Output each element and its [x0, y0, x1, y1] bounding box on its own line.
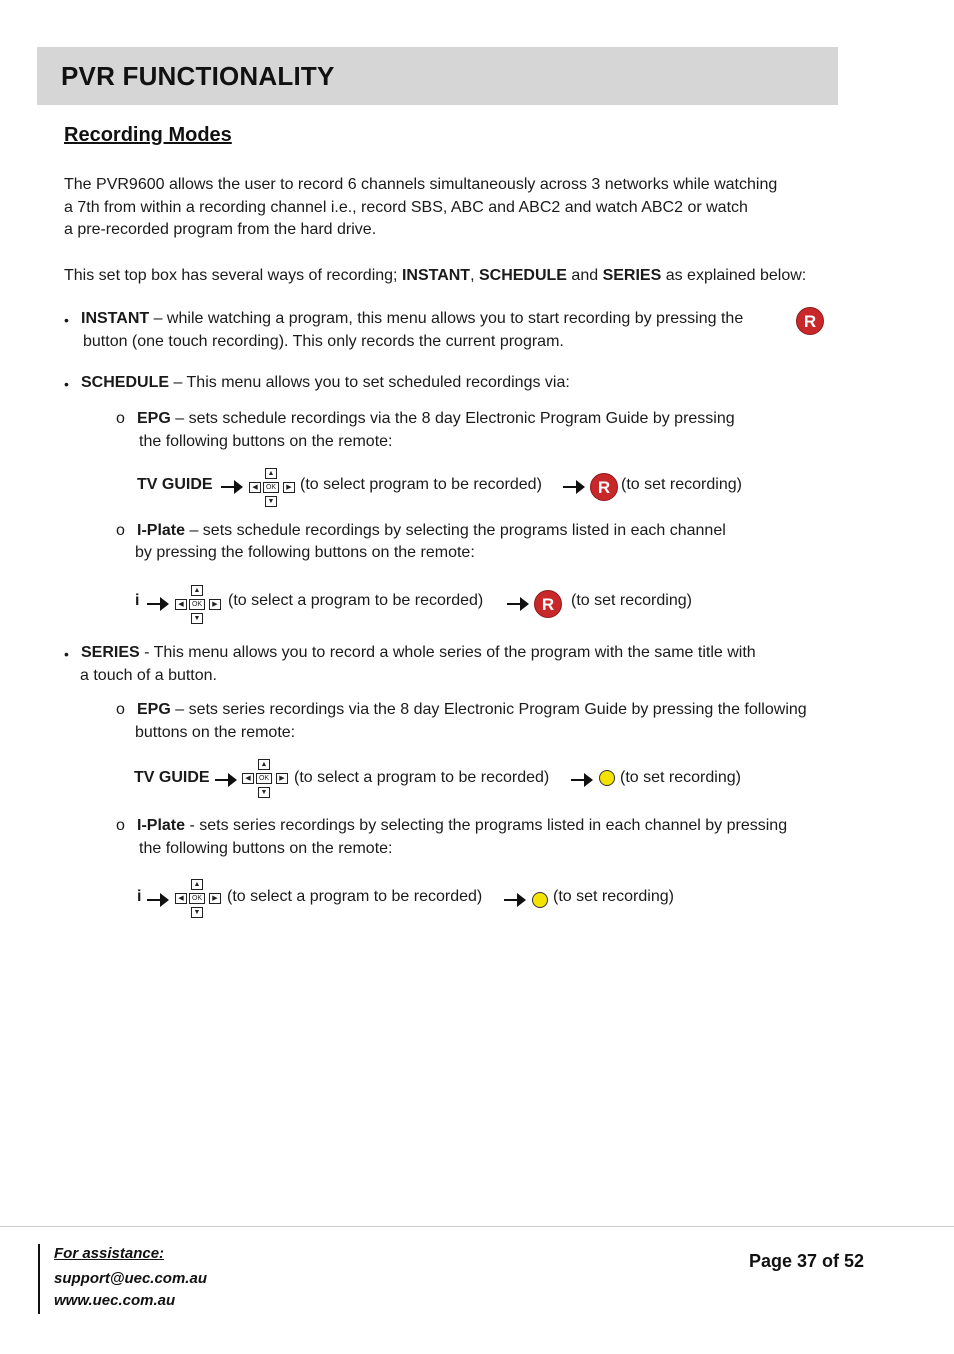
- right-arrow-icon: ▶: [209, 599, 221, 610]
- bullet-instant: •: [64, 312, 69, 328]
- ways-series: SERIES: [602, 267, 662, 284]
- ok-key-icon: OK: [256, 773, 272, 784]
- sub-bullet-series-iplate: o: [116, 817, 125, 834]
- ways-suffix: as explained below:: [661, 267, 807, 284]
- series-epg-line-2: buttons on the remote:: [135, 724, 296, 741]
- series-epg-key: [134, 767, 210, 789]
- series-epg-text-1: – sets series recordings via the 8 day Electronic Program Guide by pressing the following: [170, 701, 807, 718]
- record-button-icon: R: [590, 473, 618, 501]
- footer-accent-bar: [38, 1244, 40, 1314]
- ways-instant: INSTANT: [401, 267, 471, 284]
- intro-line-2: a 7th from within a recording channel i.e., record SBS, ABC and ABC2 and watch ABC2 or watch: [64, 199, 748, 216]
- right-arrow-icon: ▶: [276, 773, 288, 784]
- sub-bullet-schedule-epg: o: [116, 410, 125, 427]
- series-iplate-text-1: - sets series recordings by selecting the programs listed in each channel by pressing: [185, 817, 788, 834]
- left-arrow-icon: ◀: [249, 482, 261, 493]
- dpad-icon: [247, 468, 297, 508]
- dpad-icon: [240, 759, 290, 799]
- instant-label: INSTANT: [81, 310, 150, 327]
- ok-key-icon: OK: [189, 599, 205, 610]
- arrow-right-icon: [570, 770, 594, 790]
- ok-key-icon: OK: [189, 893, 205, 904]
- record-button-icon: R: [796, 307, 824, 335]
- ok-key-icon: OK: [263, 482, 279, 493]
- arrow-right-icon: [146, 594, 170, 614]
- series-label: SERIES: [81, 644, 140, 661]
- schedule-iplate-line-2: by pressing the following buttons on the remote:: [135, 544, 475, 561]
- ways-comma: ,: [470, 267, 479, 284]
- header-band: [37, 47, 838, 105]
- down-arrow-icon: ▼: [191, 907, 203, 918]
- series-iplate-select: (to select a program to be recorded): [227, 888, 483, 905]
- yellow-button-icon: [532, 892, 548, 908]
- schedule-epg-text-1: – sets schedule recordings via the 8 day Electronic Program Guide by pressing: [170, 410, 735, 427]
- dpad-icon: [173, 585, 223, 625]
- schedule-iplate-line-1: [137, 520, 726, 542]
- footer-web-link[interactable]: www.uec.com.au: [54, 1292, 176, 1309]
- schedule-epg-label: EPG: [137, 410, 171, 427]
- record-button-icon: R: [534, 590, 562, 618]
- arrow-right-icon: [503, 890, 527, 910]
- intro-line-1: The PVR9600 allows the user to record 6 channels simultaneously across 3 networks while watching: [64, 176, 778, 193]
- series-epg-label: EPG: [137, 701, 171, 718]
- down-arrow-icon: ▼: [265, 496, 277, 507]
- page-title: PVR FUNCTIONALITY: [61, 61, 335, 91]
- section-title: Recording Modes: [64, 124, 232, 146]
- tv-guide-key: TV GUIDE: [134, 769, 210, 786]
- series-iplate-key: [137, 886, 141, 908]
- arrow-right-icon: [506, 594, 530, 614]
- schedule-label: SCHEDULE: [81, 374, 170, 391]
- footer-divider: [0, 1226, 954, 1227]
- footer-email-link[interactable]: support@uec.com.au: [54, 1270, 207, 1287]
- info-key: i: [137, 888, 142, 905]
- footer-assist: For assistance:: [54, 1245, 165, 1262]
- schedule-text: – This menu allows you to set scheduled recordings via:: [169, 374, 570, 391]
- series-line-2: a touch of a button.: [80, 667, 217, 684]
- ways-prefix: This set top box has several ways of recording;: [64, 267, 402, 284]
- series-iplate-label: I-Plate: [137, 817, 186, 834]
- schedule-iplate-label: I-Plate: [137, 522, 186, 539]
- left-arrow-icon: ◀: [242, 773, 254, 784]
- arrow-right-icon: [146, 890, 170, 910]
- dpad-icon: [173, 879, 223, 919]
- bullet-schedule: •: [64, 376, 69, 392]
- series-epg-line-1: [137, 699, 807, 721]
- schedule-iplate-set: (to set recording): [571, 592, 692, 609]
- page-number: Page 37 of 52: [749, 1251, 865, 1271]
- series-iplate-line-1: [137, 815, 787, 837]
- right-arrow-icon: ▶: [209, 893, 221, 904]
- up-arrow-icon: ▲: [191, 879, 203, 890]
- instant-line-1: [81, 308, 743, 330]
- series-iplate-set: (to set recording): [553, 888, 674, 905]
- up-arrow-icon: ▲: [265, 468, 277, 479]
- tv-guide-key: TV GUIDE: [137, 476, 213, 493]
- ways-paragraph: [64, 265, 806, 287]
- schedule-epg-key: [137, 474, 213, 496]
- bullet-series: •: [64, 646, 69, 662]
- down-arrow-icon: ▼: [191, 613, 203, 624]
- info-key: i: [135, 592, 140, 609]
- series-text-1: - This menu allows you to record a whole series of the program with the same title with: [139, 644, 756, 661]
- schedule-epg-select: (to select program to be recorded): [300, 476, 542, 493]
- ways-schedule: SCHEDULE: [478, 267, 567, 284]
- down-arrow-icon: ▼: [258, 787, 270, 798]
- yellow-button-icon: [599, 770, 615, 786]
- schedule-iplate-text-1: – sets schedule recordings by selecting the programs listed in each channel: [185, 522, 726, 539]
- schedule-epg-set: (to set recording): [621, 476, 742, 493]
- series-epg-select: (to select a program to be recorded): [294, 769, 550, 786]
- schedule-line: [81, 372, 570, 394]
- arrow-right-icon: [562, 477, 586, 497]
- schedule-epg-line-1: [137, 408, 735, 430]
- up-arrow-icon: ▲: [191, 585, 203, 596]
- series-line-1: [81, 642, 756, 664]
- schedule-iplate-key: [135, 590, 139, 612]
- schedule-iplate-select: (to select a program to be recorded): [228, 592, 484, 609]
- instant-text-1: – while watching a program, this menu allows you to start recording by pressing the: [149, 310, 744, 327]
- series-epg-set: (to set recording): [620, 769, 741, 786]
- left-arrow-icon: ◀: [175, 599, 187, 610]
- up-arrow-icon: ▲: [258, 759, 270, 770]
- sub-bullet-schedule-iplate: o: [116, 522, 125, 539]
- left-arrow-icon: ◀: [175, 893, 187, 904]
- arrow-right-icon: [220, 477, 244, 497]
- ways-and: and: [566, 267, 603, 284]
- instant-line-2: button (one touch recording). This only records the current program.: [83, 333, 564, 350]
- sub-bullet-series-epg: o: [116, 701, 125, 718]
- series-iplate-line-2: the following buttons on the remote:: [139, 840, 393, 857]
- right-arrow-icon: ▶: [283, 482, 295, 493]
- arrow-right-icon: [214, 770, 238, 790]
- schedule-epg-line-2: the following buttons on the remote:: [139, 433, 393, 450]
- intro-line-3: a pre-recorded program from the hard drive.: [64, 221, 377, 238]
